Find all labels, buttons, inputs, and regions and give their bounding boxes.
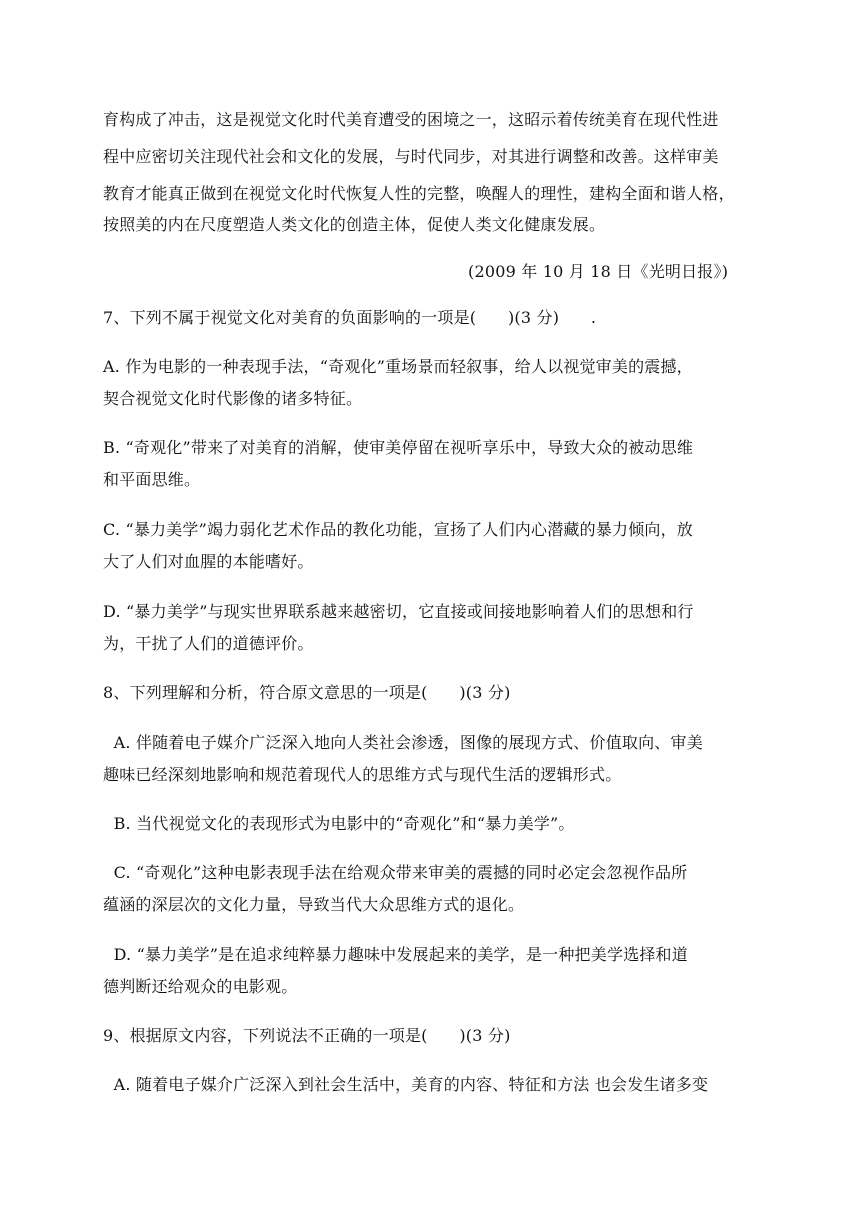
q7-option-d-cont: 为，干扰了人们的道德评价。	[103, 634, 314, 653]
q7-option-c: C. “暴力美学”竭力弱化艺术作品的教化功能，宣扬了人们内心潜藏的暴力倾向，放	[103, 520, 694, 539]
question-9-stem: 9、根据原文内容，下列说法不正确的一项是( )(3 分)	[103, 1026, 511, 1045]
passage-line: 程中应密切关注现代社会和文化的发展，与时代同步，对其进行调整和改善。这样审美	[103, 147, 719, 166]
q7-option-b: B. “奇观化”带来了对美育的消解，使审美停留在视听享乐中，导致大众的被动思维	[103, 438, 694, 457]
q7-option-a: A. 作为电影的一种表现手法，“奇观化”重场景而轻叙事，给人以视觉审美的震撼，	[103, 357, 693, 376]
q8-option-c: C. “奇观化”这种电影表现手法在给观众带来审美的震撼的同时必定会忽视作品所	[103, 863, 688, 882]
q8-option-d: D. “暴力美学”是在追求纯粹暴力趣味中发展起来的美学，是一种把美学选择和道	[103, 945, 688, 964]
source-citation: (2009 年 10 月 18 日《光明日报》)	[468, 262, 729, 281]
q8-option-d-cont: 德判断还给观众的电影观。	[103, 977, 298, 996]
q8-option-a: A. 伴随着电子媒介广泛深入地向人类社会渗透，图像的展现方式、价值取向、审美	[103, 733, 703, 752]
passage-line: 按照美的内在尺度塑造人类文化的创造主体，促使人类文化健康发展。	[103, 215, 606, 234]
q8-option-b: B. 当代视觉文化的表现形式为电影中的“奇观化”和“暴力美学”。	[103, 814, 575, 833]
q8-option-c-cont: 蕴涵的深层次的文化力量，导致当代大众思维方式的退化。	[103, 895, 525, 914]
q8-option-a-cont: 趣味已经深刻地影响和规范着现代人的思维方式与现代生活的逻辑形式。	[103, 765, 622, 784]
question-7-stem: 7、下列不属于视觉文化对美育的负面影响的一项是( )(3 分) .	[103, 308, 597, 327]
passage-line: 育构成了冲击，这是视觉文化时代美育遭受的困境之一，这昭示着传统美育在现代性进	[103, 110, 719, 129]
q9-option-a: A. 随着电子媒介广泛深入到社会生活中，美育的内容、特征和方法 也会发生诸多变	[103, 1075, 709, 1094]
q7-option-a-cont: 契合视觉文化时代影像的诸多特征。	[103, 389, 363, 408]
q7-option-d: D. “暴力美学”与现实世界联系越来越密切，它直接或间接地影响着人们的思想和行	[103, 602, 694, 621]
q7-option-b-cont: 和平面思维。	[103, 470, 201, 489]
passage-line: 教育才能真正做到在视觉文化时代恢复人性的完整，唤醒人的理性，建构全面和谐人格，	[103, 184, 735, 203]
question-8-stem: 8、下列理解和分析，符合原文意思的一项是( )(3 分)	[103, 683, 511, 702]
q7-option-c-cont: 大了人们对血腥的本能嗜好。	[103, 552, 314, 571]
